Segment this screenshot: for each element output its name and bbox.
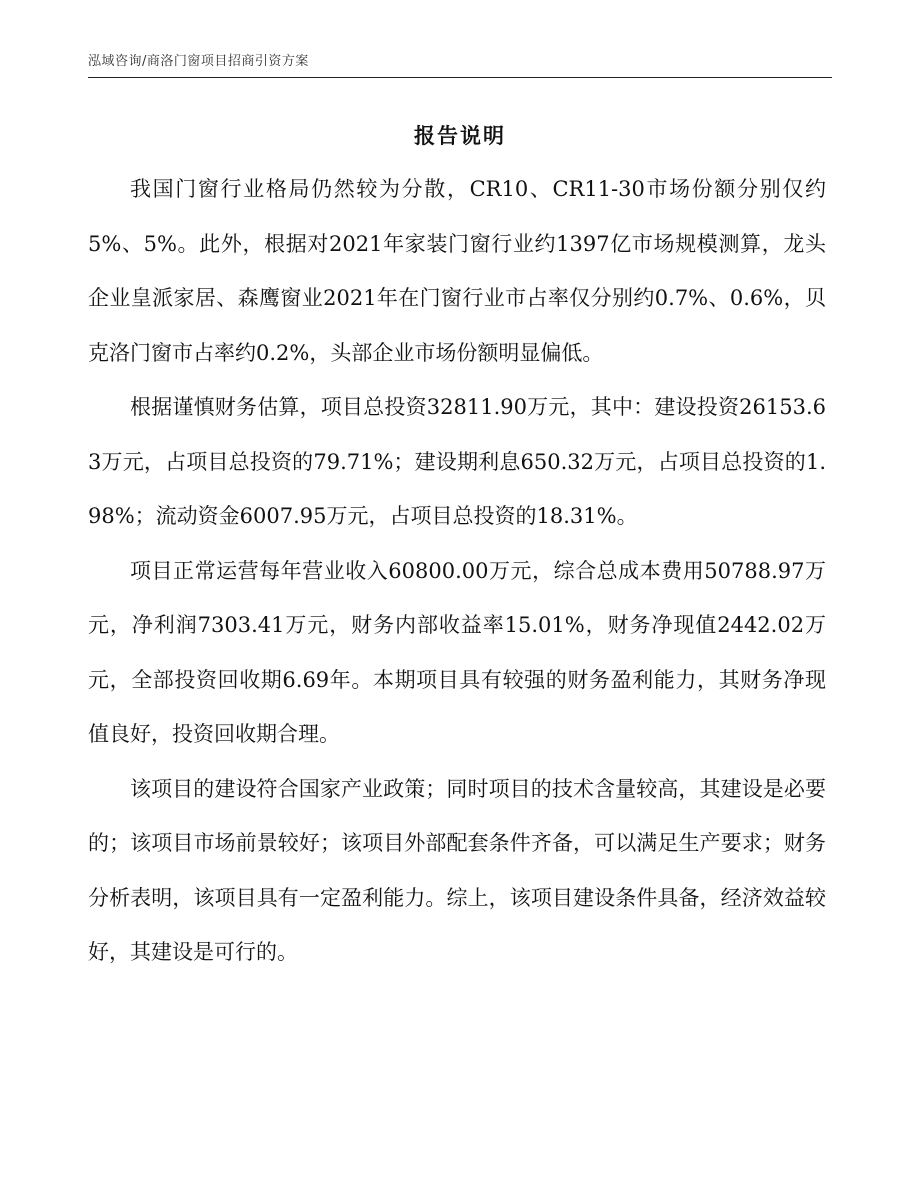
report-body	[88, 162, 826, 980]
paragraph-financials: 项目正常运营每年营业收入60800.00万元，综合总成本费用50788.97万元，净利润7303.41万元，财务内部收益率15.01%，财务净现值2442.02万元，全部投资回收期6.69年。本期项目具有较强的财务盈利能力，其财务净现值良好，投资回收期合理。	[88, 558, 826, 746]
paragraph-conclusion: 该项目的建设符合国家产业政策；同时项目的技术含量较高，其建设是必要的；该项目市场前景较好；该项目外部配套条件齐备，可以满足生产要求；财务分析表明，该项目具有一定盈利能力。综上，该项目建设条件具备，经济效益较好，其建设是可行的。	[88, 776, 826, 964]
page-header: 泓域咨询/商洛门窗项目招商引资方案	[88, 50, 832, 78]
page-title: 报告说明	[414, 124, 506, 148]
paragraph-investment: 根据谨慎财务估算，项目总投资32811.90万元，其中：建设投资26153.63万元，占项目总投资的79.71%；建设期利息650.32万元，占项目总投资的1.98%；流动资金6007.95万元，占项目总投资的18.31%。	[88, 395, 826, 528]
paragraph-market-structure: 我国门窗行业格局仍然较为分散，CR10、CR11-30市场份额分别仅约5%、5%。此外，根据对2021年家装门窗行业约1397亿市场规模测算，龙头企业皇派家居、森鹰窗业2021年在门窗行业市占率仅分别约0.7%、0.6%，贝克洛门窗市占率约0.2%，头部企业市场份额明显偏低。	[88, 177, 826, 365]
